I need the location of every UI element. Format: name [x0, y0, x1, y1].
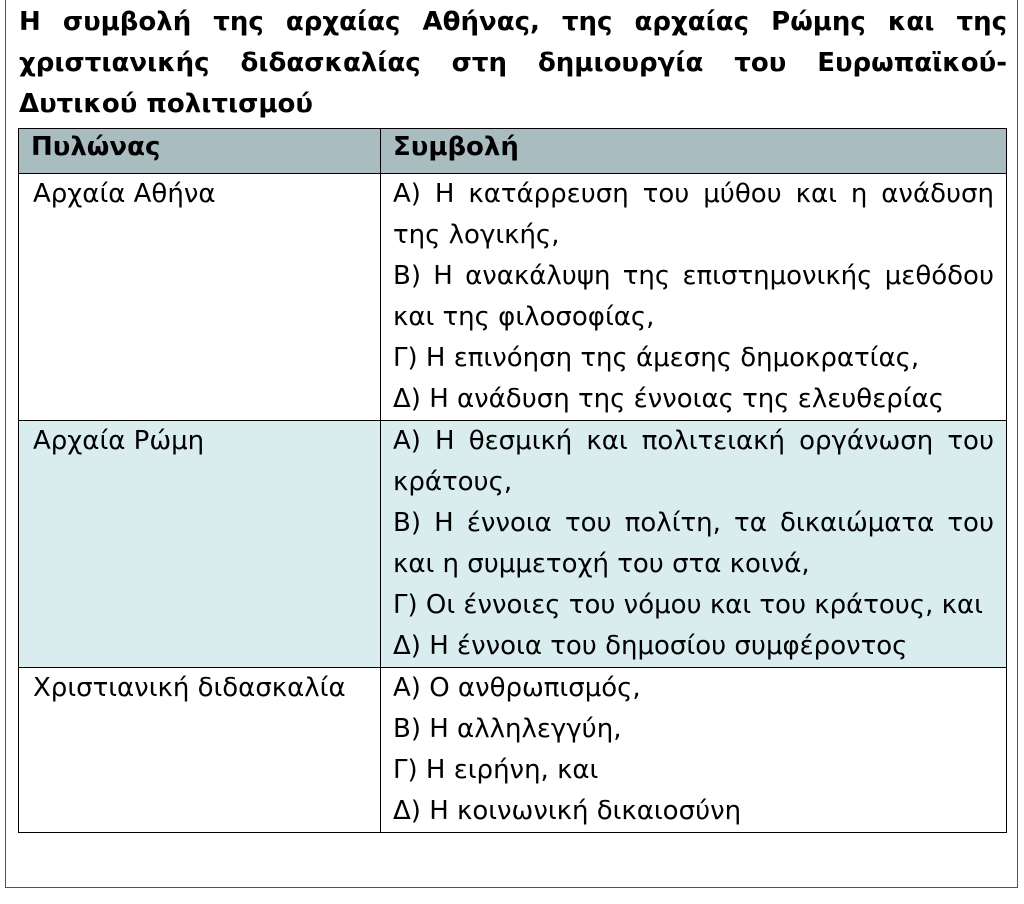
table-row	[19, 174, 1007, 421]
contribution-item: Β) Η έννοια του πολίτη, τα δικαιώματα του και η συμμετοχή του στα κοινά,	[393, 508, 994, 579]
contribution-item: Β) Η αλληλεγγύη,	[393, 714, 622, 744]
contribution-cell	[381, 174, 1007, 421]
table-row	[19, 668, 1007, 833]
pillar-cell: Αρχαία Ρώμη	[19, 421, 381, 668]
pillar-cell: Χριστιανική διδασκαλία	[19, 668, 381, 833]
contribution-item: Β) Η ανακάλυψη της επιστημονικής μεθόδου και της φιλοσοφίας,	[393, 261, 994, 332]
contribution-cell	[381, 421, 1007, 668]
contribution-item: Δ) Η ανάδυση της έννοιας της ελευθερίας	[393, 384, 944, 414]
contribution-item: Γ) Οι έννοιες του νόμου και του κράτους, και	[393, 590, 983, 620]
contribution-item: Α) Ο ανθρωπισμός,	[393, 673, 641, 703]
contribution-item: Δ) Η έννοια του δημοσίου συμφέροντος	[393, 631, 908, 661]
table-header-row	[19, 129, 1007, 174]
contribution-item: Γ) Η ειρήνη, και	[393, 755, 599, 785]
contribution-item: Δ) Η κοινωνική δικαιοσύνη	[393, 796, 742, 826]
pillar-cell: Αρχαία Αθήνα	[19, 174, 381, 421]
contribution-table	[18, 128, 1007, 833]
contribution-item: Α) Η θεσμική και πολιτειακή οργάνωση του κράτους,	[393, 426, 994, 497]
contribution-item: Α) Η κατάρρευση του μύθου και η ανάδυση της λογικής,	[393, 179, 994, 250]
contribution-item: Γ) Η επινόηση της άμεσης δημοκρατίας,	[393, 343, 920, 373]
table-row	[19, 421, 1007, 668]
contribution-cell	[381, 668, 1007, 833]
document-title: Η συμβολή της αρχαίας Αθήνας, της αρχαίας Ρώμης και της χριστιανικής διδασκαλίας στη δημιουργία του Ευρωπαϊκού-Δυτικού πολιτισμού	[19, 7, 1007, 119]
column-header-contribution: Συμβολή	[381, 129, 1007, 174]
column-header-pillar: Πυλώνας	[19, 129, 381, 174]
